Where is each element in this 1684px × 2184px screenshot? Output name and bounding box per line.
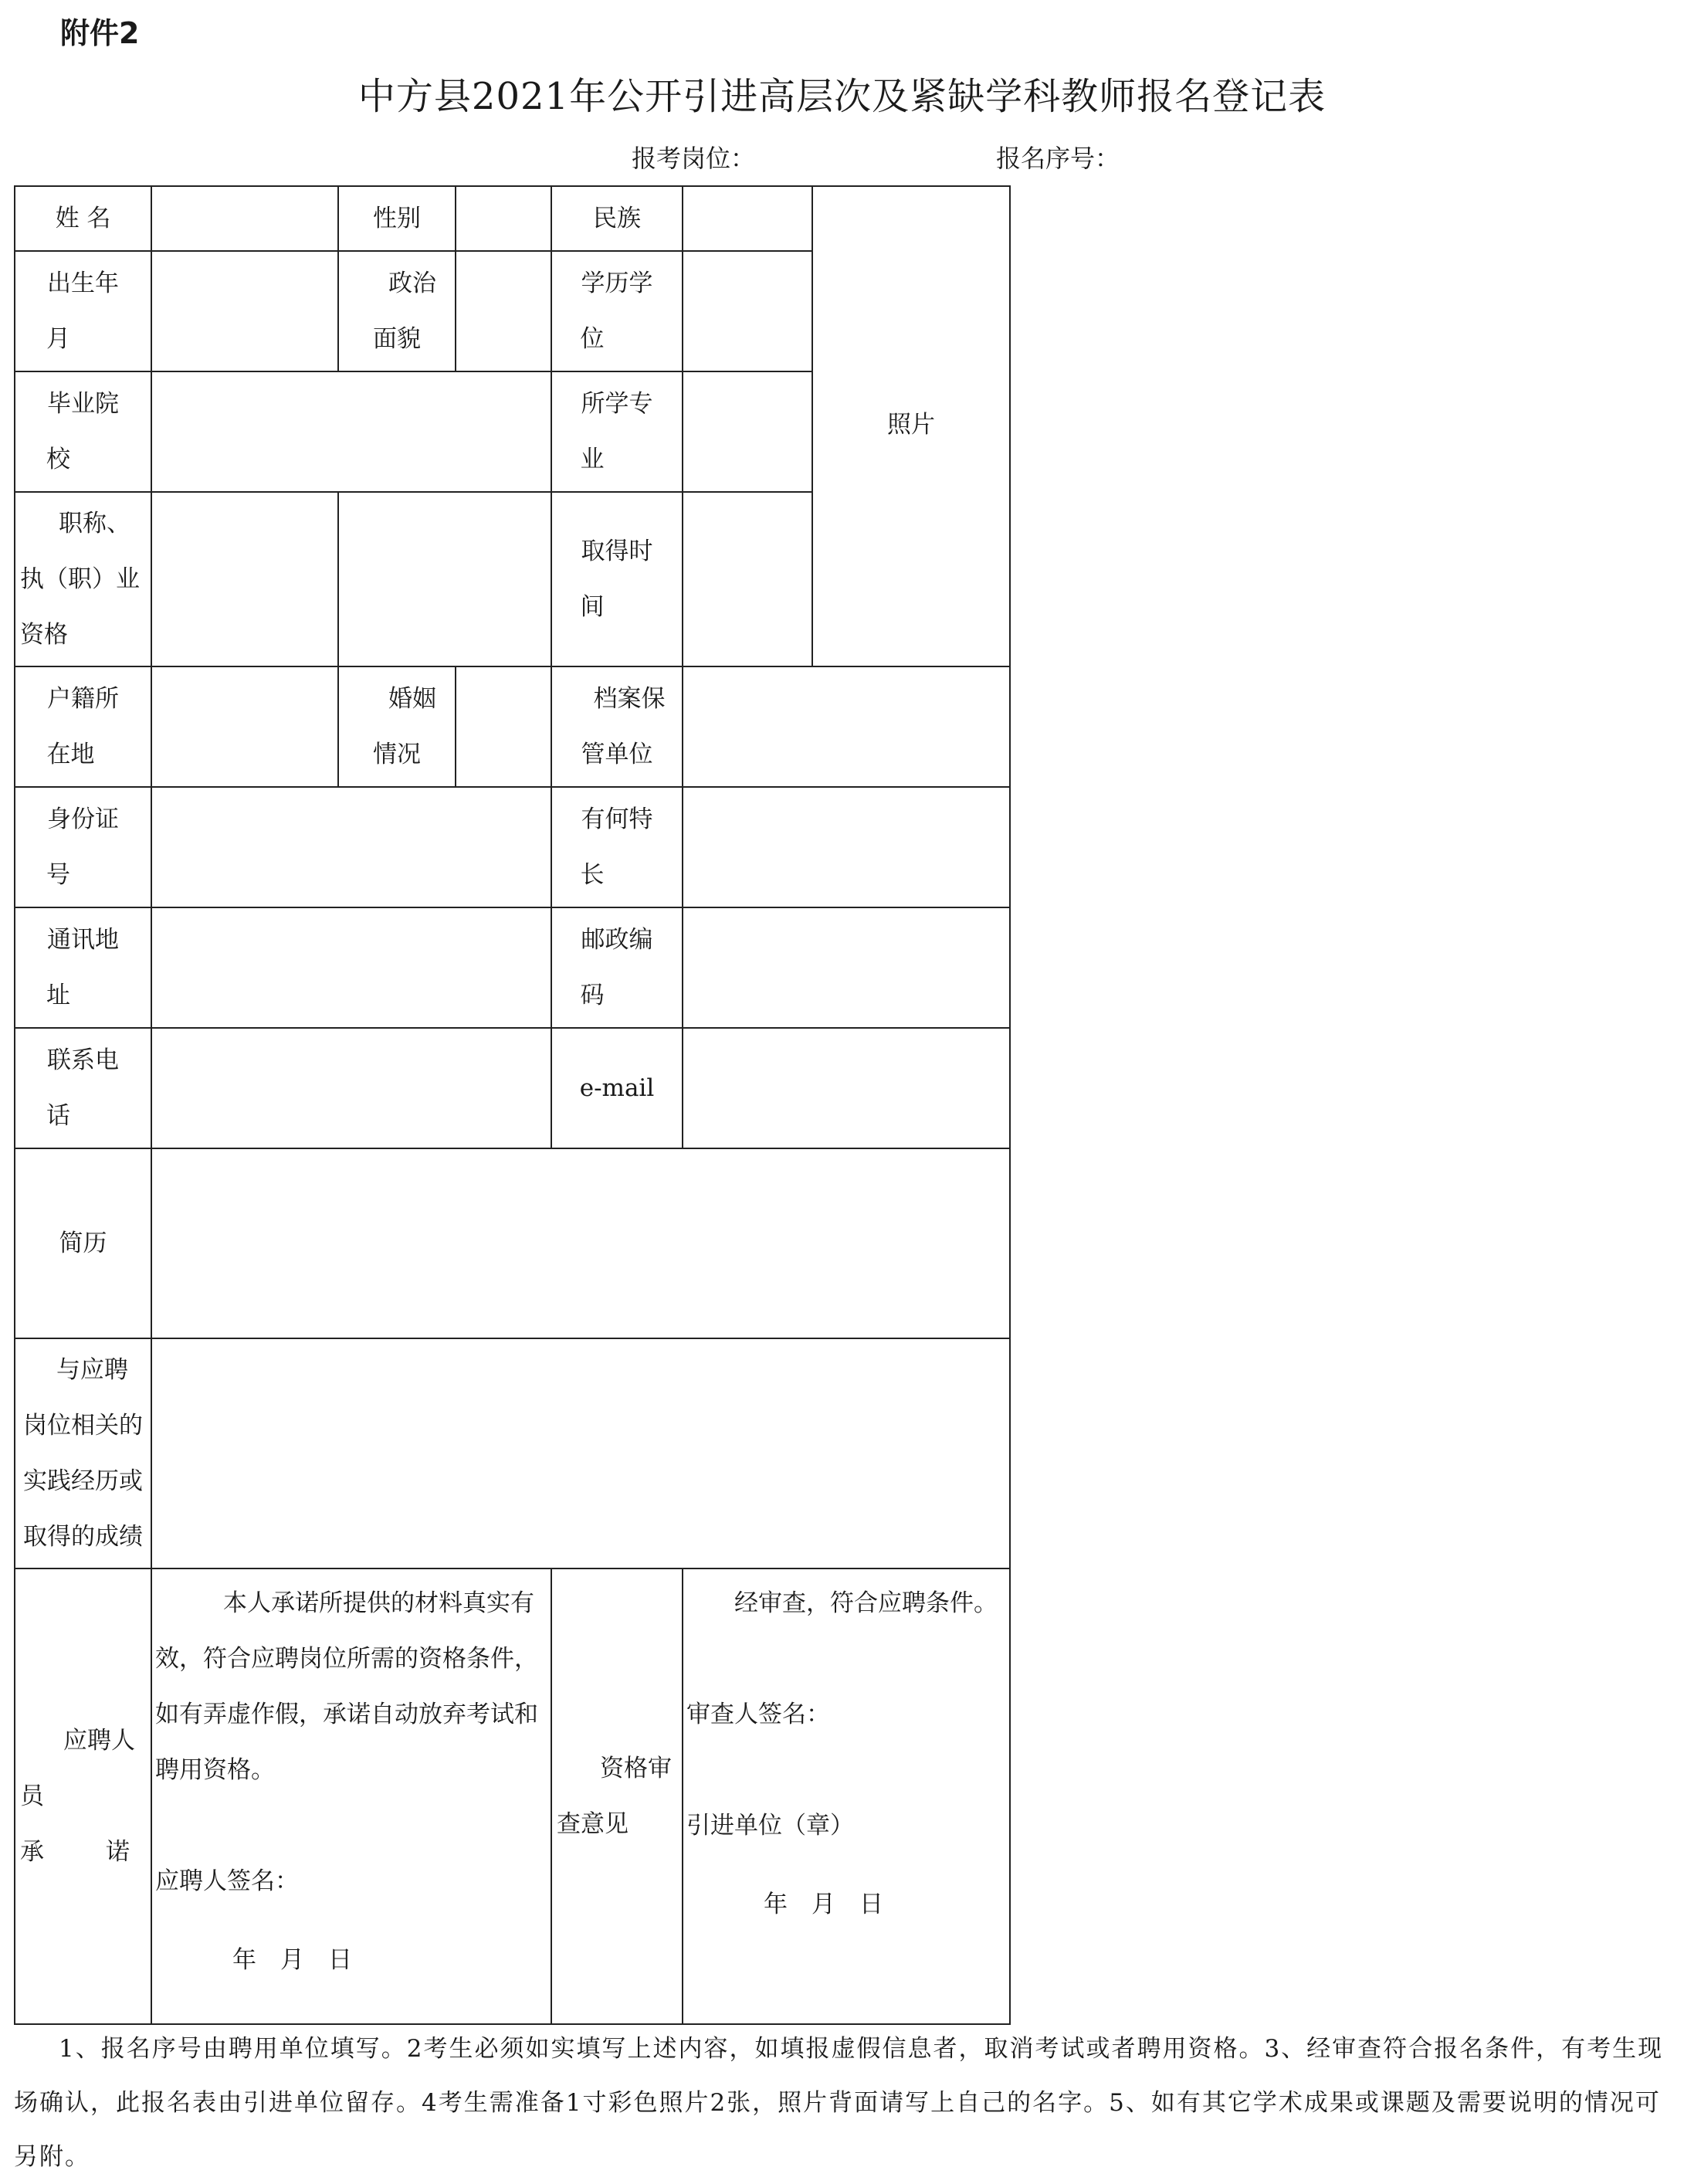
qualification-field-a[interactable] — [151, 492, 338, 666]
obtain-time-label: 取得时 间 — [551, 492, 683, 666]
birth-label: 出生年 月 — [15, 251, 151, 371]
school-label: 毕业院 校 — [15, 371, 151, 492]
qualification-label: 职称、 执（职）业 资格 — [15, 492, 151, 666]
resume-label: 简历 — [15, 1148, 151, 1338]
unit-stamp[interactable]: 引进单位（章） — [686, 1812, 854, 1840]
address-label: 通讯地 址 — [15, 907, 151, 1028]
major-label: 所学专 业 — [551, 371, 683, 492]
id-field[interactable] — [151, 787, 551, 907]
obtain-time-field[interactable] — [683, 492, 812, 666]
email-label: e-mail — [551, 1028, 683, 1148]
practice-field[interactable] — [151, 1338, 1010, 1568]
degree-field[interactable] — [683, 251, 812, 371]
email-field[interactable] — [683, 1028, 1010, 1148]
marriage-field[interactable] — [456, 666, 551, 787]
gender-field[interactable] — [456, 186, 551, 251]
household-field[interactable] — [151, 666, 338, 787]
household-label: 户籍所 在地 — [15, 666, 151, 787]
political-field[interactable] — [456, 251, 551, 371]
form-title: 中方县2021年公开引进高层次及紧缺学科教师报名登记表 — [357, 75, 1327, 118]
qualification-field-b[interactable] — [338, 492, 551, 666]
skill-label: 有何特 长 — [551, 787, 683, 907]
reviewer-signature[interactable]: 审查人签名： — [686, 1701, 830, 1728]
ethnicity-field[interactable] — [683, 186, 812, 251]
gender-label: 性别 — [338, 186, 456, 251]
skill-field[interactable] — [683, 787, 1010, 907]
pledge-label: 应聘人 员 承 诺 — [15, 1568, 151, 2024]
pledge-date[interactable]: 年 月 日 — [232, 1946, 352, 1974]
birth-field[interactable] — [151, 251, 338, 371]
major-field[interactable] — [683, 371, 812, 492]
review-label: 资格审 查意见 — [551, 1568, 683, 2024]
pledge-signature[interactable]: 应聘人签名： — [155, 1867, 299, 1895]
postcode-field[interactable] — [683, 907, 1010, 1028]
ethnicity-label: 民族 — [551, 186, 683, 251]
practice-label: 与应聘 岗位相关的 实践经历或 取得的成绩 — [15, 1338, 151, 1568]
footnotes: 1、报名序号由聘用单位填写。2考生必须如实填写上述内容，如填报虚假信息者，取消考试或者聘用资格。3、经审查符合报名条件，有考生现场确认，此报名表由引进单位留存。4考生需准备1寸彩色照片2张，照片背面请写上自己的名字。5、如有其它学术成果或课题及需要说明的情况可另附。 — [14, 2035, 1664, 2171]
phone-label: 联系电 话 — [15, 1028, 151, 1148]
review-date[interactable]: 年 月 日 — [764, 1891, 883, 1918]
id-label: 身份证 号 — [15, 787, 151, 907]
political-label: 政治 面貌 — [338, 251, 456, 371]
review-text: 经审查，符合应聘条件。 审查人签名： 引进单位（章） 年 月 日 — [683, 1568, 1010, 2024]
resume-field[interactable] — [151, 1148, 1010, 1338]
serial-label: 报名序号： — [996, 144, 1120, 173]
photo-box[interactable] — [812, 186, 1010, 666]
postcode-label: 邮政编 码 — [551, 907, 683, 1028]
phone-field[interactable] — [151, 1028, 551, 1148]
archive-label: 档案保 管单位 — [551, 666, 683, 787]
name-label: 姓 名 — [15, 186, 151, 251]
attachment-label: 附件2 — [60, 16, 140, 50]
archive-field[interactable] — [683, 666, 1010, 787]
position-label: 报考岗位： — [632, 144, 756, 173]
school-field[interactable] — [151, 371, 551, 492]
marriage-label: 婚姻 情况 — [338, 666, 456, 787]
degree-label: 学历学 位 — [551, 251, 683, 371]
photo-label: 照片 — [887, 411, 935, 439]
name-field[interactable] — [151, 186, 338, 251]
registration-table — [14, 185, 1011, 2025]
pledge-text: 本人承诺所提供的材料真实有 效，符合应聘岗位所需的资格条件， 如有弄虚作假，承诺自动放弃考试和 聘用资格。 应聘人签名： 年 月 日 — [151, 1568, 551, 2024]
address-field[interactable] — [151, 907, 551, 1028]
